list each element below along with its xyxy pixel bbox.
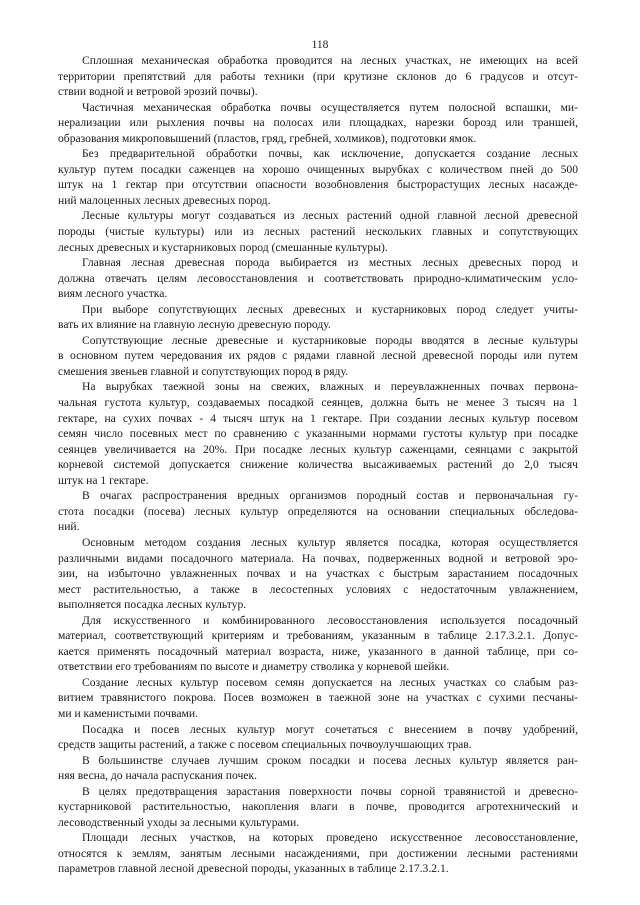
paragraph xyxy=(58,255,578,302)
paragraph xyxy=(58,535,578,613)
text-line: Лесные культуры могут создаваться из лесных растений одной главной лесной древесной xyxy=(82,209,578,223)
text-line: Без предварительной обработки почвы, как исключение, допускается создание лесных xyxy=(82,147,578,161)
text-line: штук на 1 гектар при отсутствии опасности возобновления быстрорастущих лесных насажде- xyxy=(58,178,578,192)
text-line: ний малоценных лесных древесных пород. xyxy=(58,193,271,207)
text-line: кустарниковой растительностью, накопления влаги в почве, проводится агротехнический и xyxy=(58,800,578,814)
paragraph xyxy=(58,830,578,877)
text-line: витием травянистого покрова. Посев возможен в таежной зоне на участках с сухими песчаны- xyxy=(58,691,578,705)
text-line: территории препятствий для работы техники (при крутизне склонов до 6 градусов и отсут- xyxy=(58,69,578,83)
paragraph xyxy=(58,379,578,488)
text-line: корневой системой допускается снижение количества высаживаемых растений до 2,0 тысяч xyxy=(58,458,578,472)
paragraph xyxy=(58,784,578,831)
paragraph xyxy=(58,208,578,255)
paragraph xyxy=(58,675,578,722)
text-line: параметров главной лесной древесной породы, указанных в таблице 2.17.3.2.1. xyxy=(58,862,449,876)
text-line: семян число посевных мест по сравнению с указанными нормами густоты культур при посадке xyxy=(58,427,578,441)
text-line: должна отвечать целям лесовосстановления и соответствовать природно-климатическим усло- xyxy=(58,271,578,285)
text-line: Для искусственного и комбинированного лесовосстановления используется посадочный xyxy=(82,613,578,627)
text-line: няя весна, до начала распускания почек. xyxy=(58,769,257,783)
paragraph xyxy=(58,302,578,333)
text-line: Создание лесных культур посевом семян допускается на лесных участках со слабым раз- xyxy=(82,675,578,689)
text-line: различными видами посадочного материала. На почвах, подверженных водной и ветровой эро- xyxy=(58,551,578,565)
text-line: относятся к землям, занятым лесными насаждениями, при достижении лесными растениями xyxy=(58,846,578,860)
text-line: При выборе сопутствующих лесных древесных и кустарниковых пород следует учиты- xyxy=(82,302,578,316)
text-line: средств защиты растений, а также с посевом специальных почвоулучшающих трав. xyxy=(58,738,472,752)
text-line: зии, на избыточно увлажненных почвах и на участках с быстрым зарастанием посадочных xyxy=(58,567,578,581)
text-line: лесных древесных и кустарниковых пород (смешанные культуры). xyxy=(58,240,388,254)
paragraph xyxy=(58,333,578,380)
text-line: ми и каменистыми почвами. xyxy=(58,706,198,720)
text-line: Основным методом создания лесных культур является посадка, которая осуществляется xyxy=(82,535,578,549)
text-line: сеянцев увеличивается на 20%. При посадке лесных культур саженцами, сеянцами с закрытой xyxy=(58,442,578,456)
text-line: ствии водной и ветровой эрозий почвы). xyxy=(58,85,258,99)
text-line: Сплошная механическая обработка проводится на лесных участках, не имеющих на всей xyxy=(82,54,578,67)
text-line: Посадка и посев лесных культур могут сочетаться с внесением в почву удобрений, xyxy=(82,722,578,736)
text-line: кается применять посадочный материал возраста, ниже, указанного в данной таблице, при со- xyxy=(58,644,578,658)
text-line: культур путем посадки саженцев на хорошо очищенных вырубках с количеством пней до 500 xyxy=(58,162,578,176)
text-line: На вырубках таежной зоны на свежих, влажных и переувлажненных почвах первона- xyxy=(82,380,578,394)
text-line: материал, соответствующий критериям и требованиям, указанным в таблице 2.17.3.2.1. Допус- xyxy=(58,629,578,643)
text-line: Частичная механическая обработка почвы осуществляется путем полосной вспашки, ми- xyxy=(82,100,578,114)
paragraph xyxy=(58,488,578,535)
paragraph xyxy=(58,613,578,675)
text-line: В очагах распространения вредных организмов породный состав и первоначальная гу- xyxy=(82,489,578,503)
text-line: Сопутствующие лесные древесные и кустарниковые породы вводятся в лесные культуры xyxy=(82,333,578,347)
text-line: В большинстве случаев лучшим сроком посадки и посева лесных культур является ран- xyxy=(82,753,578,767)
text-line: смешения звеньев главной и сопутствующих пород в ряду. xyxy=(58,364,348,378)
text-line: чальная густота культур, создаваемых посадкой сеянцев, должна быть не менее 3 тысяч на 1 xyxy=(58,396,578,410)
paragraph xyxy=(58,753,578,784)
text-line: мест растительностью, а также в лесостепных условиях с недостаточным увлажнением, xyxy=(58,582,578,596)
text-line: стота посадки (посева) лесных культур определяются на основании специальных обследова- xyxy=(58,504,578,518)
text-line: ний. xyxy=(58,520,80,534)
paragraph xyxy=(58,722,578,753)
paragraph xyxy=(58,100,578,147)
text-line: виям лесного участка. xyxy=(58,287,168,301)
text-line: Главная лесная древесная порода выбирается из местных лесных древесных пород и xyxy=(82,256,578,270)
text-line: ответствии его требованиям по высоте и диаметру стволика у корневой шейки. xyxy=(58,660,450,674)
text-line: вать их влияние на главную лесную древесную породу. xyxy=(58,318,331,332)
document-body xyxy=(58,53,578,877)
text-line: породы (чистые культуры) или из лесных растений нескольких главных и сопутствующих xyxy=(58,225,578,239)
text-line: нерализации или рыхления почвы на полосах или площадках, нарезки борозд или траншей, xyxy=(58,116,578,130)
text-line: В целях предотвращения зарастания поверхности почвы сорной травянистой и древесно- xyxy=(82,784,578,798)
text-line: в основном путем чередования их рядов с рядами главной лесной древесной породы или путем xyxy=(58,349,578,363)
page-number: 118 xyxy=(311,39,329,51)
paragraph xyxy=(58,146,578,208)
text-line: гектаре, на сухих почвах - 4 тысяч штук на 1 гектаре. При создании лесных культур посевом xyxy=(58,411,578,425)
text-line: Площади лесных участков, на которых проведено искусственное лесовосстановление, xyxy=(82,831,578,845)
text-line: образования микроповышений (пластов, гряд, гребней, холмиков), подготовки ямок. xyxy=(58,131,477,145)
paragraph xyxy=(58,53,578,100)
text-line: выполняется посадка лесных культур. xyxy=(58,598,247,612)
text-line: штук на 1 гектаре. xyxy=(58,473,149,487)
text-line: лесоводственный уходы за лесными культурами. xyxy=(58,815,300,829)
